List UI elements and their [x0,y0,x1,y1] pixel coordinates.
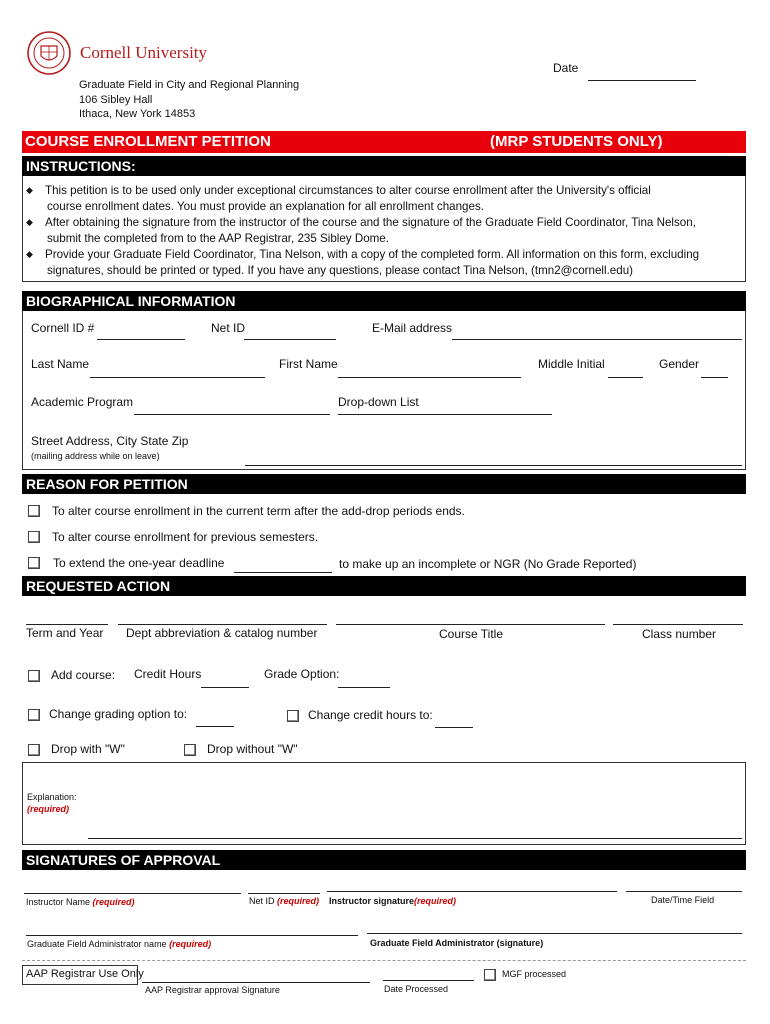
date-processed-label: Date Processed [384,984,449,994]
date-time-field[interactable] [626,891,742,892]
reason-3-label: To extend the one-year deadline [53,556,225,570]
signatures-heading: SIGNATURES OF APPROVAL [22,850,746,870]
date-field[interactable] [588,80,696,81]
last-name-label: Last Name [31,357,90,371]
street-address-label: Street Address, City State Zip [31,434,189,448]
change-credit-label: Change credit hours to: [308,708,433,722]
date-time-label: Date/Time Field [651,895,715,905]
add-course-label: Add course: [51,668,116,682]
first-name-field[interactable] [338,377,521,378]
aap-use-label: AAP Registrar Use Only [26,968,144,980]
instruction-3-line-2: signatures, should be printed or typed. If you have any questions, please contact Tina Nelson, (tmn2@cornell.edu) [47,264,633,277]
instruction-1-line-1: This petition is to be used only under exceptional circumstances to alter course enrollment after the University's official [45,184,651,197]
net-id-sig-field[interactable] [248,893,320,894]
net-id-label: Net ID [211,321,246,335]
address-line-2: 106 Sibley Hall [79,94,153,106]
class-number-field[interactable] [613,624,743,625]
bullet-icon: ◆ [26,217,33,227]
street-address-field[interactable] [245,465,742,466]
form-subtitle: (MRP STUDENTS ONLY) [490,133,663,150]
gfa-signature-field[interactable] [367,933,742,934]
cornell-id-label: Cornell ID # [31,321,95,335]
middle-initial-field[interactable] [608,377,643,378]
change-credit-checkbox[interactable] [287,710,299,722]
instruction-3-line-1: Provide your Graduate Field Coordinator, Tina Nelson, with a copy of the completed form. All information on this form, excluding [45,248,700,261]
gfa-name-label: Graduate Field Administrator name (required) [27,939,212,949]
instructions-heading: INSTRUCTIONS: [22,156,746,176]
reason-3-label-cont: to make up an incomplete or NGR (No Grade Reported) [339,557,637,571]
instructor-name-field[interactable] [24,893,241,894]
date-processed-field[interactable] [383,980,474,981]
dept-label: Dept abbreviation & catalog number [126,626,318,640]
reason-2-checkbox[interactable] [28,531,40,543]
course-title-label: Course Title [439,627,504,641]
drop-without-w-label: Drop without "W" [207,742,298,756]
university-name: Cornell University [80,43,208,62]
mgf-checkbox[interactable] [484,969,496,981]
reason-2-label: To alter course enrollment for previous semesters. [52,530,319,544]
bullet-icon: ◆ [26,185,33,195]
net-id-field[interactable] [244,339,336,340]
instruction-2-line-2: submit the completed from to the AAP Registrar, 235 Sibley Dome. [47,232,389,245]
reason-heading: REASON FOR PETITION [22,474,746,494]
address-line-3: Ithaca, New York 14853 [79,108,196,120]
net-id-sig-label: Net ID (required) [249,896,320,906]
dropdown-underline [338,414,552,415]
academic-program-field[interactable] [134,414,330,415]
instructor-signature-label: Instructor signature(required) [329,896,457,906]
add-course-checkbox[interactable] [28,670,40,682]
reason-1-label: To alter course enrollment in the current term after the add-drop periods ends. [52,504,465,518]
drop-without-w-checkbox[interactable] [184,744,196,756]
dropdown-list[interactable]: Drop-down List [338,395,419,409]
email-field[interactable] [452,339,742,340]
street-address-note: (mailing address while on leave) [31,451,160,461]
form-title: COURSE ENROLLMENT PETITION [25,133,271,150]
date-label: Date [553,61,579,75]
class-number-label: Class number [642,627,717,641]
gender-field[interactable] [701,377,728,378]
bullet-icon: ◆ [26,249,33,259]
action-heading: REQUESTED ACTION [22,576,746,596]
explanation-label: Explanation: [27,792,77,802]
term-year-label: Term and Year [26,626,104,640]
aap-signature-label: AAP Registrar approval Signature [145,985,280,995]
last-name-field[interactable] [90,377,265,378]
instruction-1-line-2: course enrollment dates. You must provide an explanation for all enrollment changes. [47,200,484,213]
drop-with-w-label: Drop with "W" [51,742,125,756]
reason-1-checkbox[interactable] [28,505,40,517]
change-credit-field[interactable] [435,727,473,728]
gender-label: Gender [659,357,700,371]
dept-field[interactable] [118,624,327,625]
address-line-1: Graduate Field in City and Regional Planning [79,79,300,91]
cornell-id-field[interactable] [97,339,185,340]
instruction-2-line-1: After obtaining the signature from the instructor of the course and the signature of the Graduate Field Coordinator, Tina Nelson, [45,216,696,229]
aap-signature-field[interactable] [142,982,370,983]
bio-heading: BIOGRAPHICAL INFORMATION [22,291,746,311]
grade-option-label: Grade Option: [264,667,340,681]
explanation-required: (required) [27,804,70,814]
term-year-field[interactable] [26,624,108,625]
email-label: E-Mail address [372,321,453,335]
mgf-label: MGF processed [502,969,567,979]
cornell-seal-logo [26,30,72,76]
deadline-field[interactable] [234,572,332,573]
change-grading-label: Change grading option to: [49,707,188,721]
instructor-signature-field[interactable] [327,891,617,892]
instructor-name-label: Instructor Name (required) [26,897,135,907]
credit-hours-field[interactable] [201,687,249,688]
dashed-divider [22,960,746,961]
gfa-signature-label: Graduate Field Administrator (signature) [370,938,544,948]
course-title-field[interactable] [336,624,605,625]
academic-program-label: Academic Program [31,395,134,409]
credit-hours-label: Credit Hours [134,667,202,681]
grade-option-field[interactable] [338,687,390,688]
middle-initial-label: Middle Initial [538,357,605,371]
change-grading-checkbox[interactable] [28,709,40,721]
drop-with-w-checkbox[interactable] [28,744,40,756]
explanation-line [88,838,742,839]
explanation-box[interactable] [22,762,746,845]
change-grading-field[interactable] [196,726,234,727]
first-name-label: First Name [279,357,338,371]
gfa-name-field[interactable] [26,935,358,936]
reason-3-checkbox[interactable] [28,557,40,569]
